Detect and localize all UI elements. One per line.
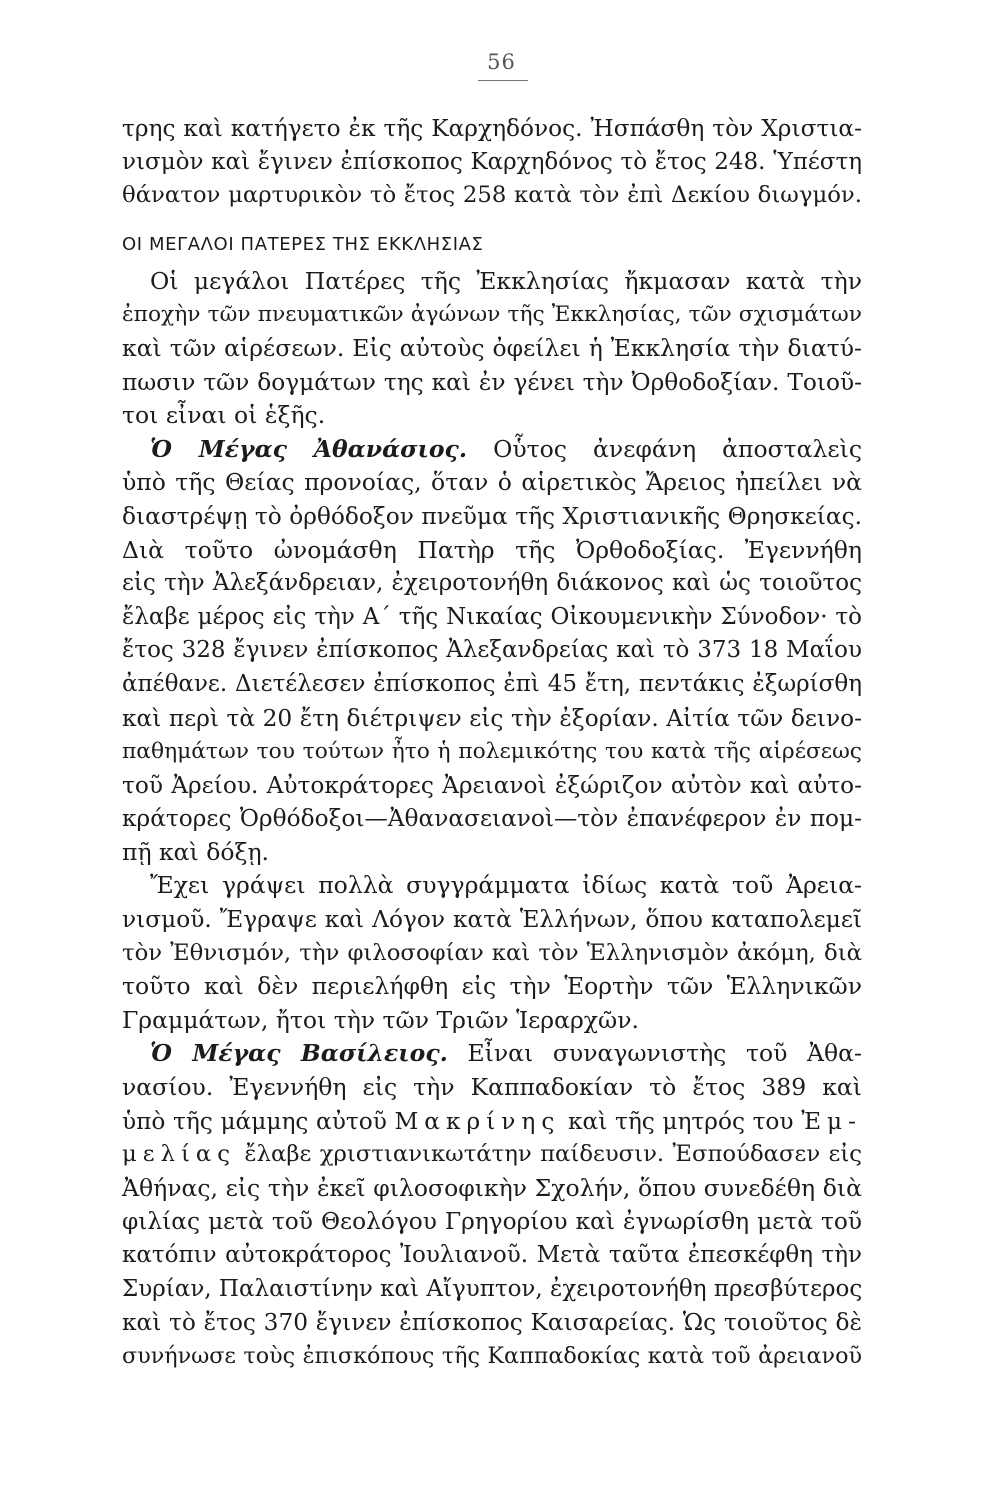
text-line: πῇ καὶ δόξῃ.	[122, 837, 270, 866]
text-line: Συρίαν, Παλαιστίνην καὶ Αἴγυπτον, ἐχειροτονήθη πρεσβύτερος	[122, 1275, 863, 1302]
section-heading: ΟΙ ΜΕΓΑΛΟΙ ΠΑΤΕΡΕΣ ΤΗΣ ΕΚΚΛΗΣΙΑΣ	[122, 233, 484, 255]
text-segment: καὶ τῆς μητρός του	[568, 1107, 794, 1135]
spaced-name: Ἐμ-	[801, 1107, 862, 1135]
text-line: νισμοῦ. Ἔγραψε καὶ Λόγον κατὰ Ἑλλήνων, ὅπου καταπολεμεῖ	[122, 906, 862, 934]
text-line: τοῦ Ἀρείου. Αὐτοκράτορες Ἀρειανοὶ ἐξώριζον αὐτὸν καὶ αὐτο-	[122, 771, 862, 799]
spaced-name: μελίας	[122, 1141, 237, 1168]
text-line: διαστρέψῃ τὸ ὀρθόδοξον πνεῦμα τῆς Χριστιανικῆς Θρησκείας.	[122, 502, 862, 530]
text-segment: ἔλαβε χριστιανικωτάτην παίδευσιν. Ἐσπούδασεν εἰς	[244, 1141, 862, 1168]
text-line: κράτορες Ὀρθόδοξοι—Ἀθανασειανοὶ—τὸν ἐπανέφερον ἐν πομ-	[122, 805, 862, 833]
text-line: εἰς τὴν Ἀλεξάνδρειαν, ἐχειροτονήθη διάκονος καὶ ὡς τοιοῦτος	[122, 570, 862, 597]
text-segment: ὑπὸ τῆς μάμμης αὐτοῦ	[122, 1107, 387, 1135]
basil-name: Ὁ Μέγας Βασίλειος.	[150, 1039, 448, 1068]
text-line: τὸν Ἐθνισμόν, τὴν φιλοσοφίαν καὶ τὸν Ἑλληνισμὸν ἀκόμη, διὰ	[122, 939, 862, 966]
text-segment: Οὗτος ἀνεφάνη ἀποσταλεὶς	[493, 434, 862, 463]
text-line: νισμὸν καὶ ἔγινεν ἐπίσκοπος Καρχηδόνος τὸ ἔτος 248. Ὑπέστη	[122, 148, 862, 175]
text-line: καὶ τῶν αἱρέσεων. Εἰς αὐτοὺς ὀφείλει ἡ Ἐκκλησία τὴν διατύ-	[122, 333, 862, 362]
spaced-name: Μακρίνης	[394, 1107, 561, 1135]
text-line: τοι εἶναι οἱ ἑξῆς.	[122, 401, 326, 430]
text-line: καὶ περὶ τὰ 20 ἔτη διέτριψεν εἰς τὴν ἐξορίαν. Αἰτία τῶν δεινο-	[122, 704, 862, 732]
text-line: τοῦτο καὶ δὲν περιελήφθη εἰς τὴν Ἑορτὴν τῶν Ἑλληνικῶν	[122, 972, 862, 1001]
text-line	[122, 1105, 862, 1139]
text-line	[122, 1138, 862, 1172]
page-number: 56	[487, 50, 516, 74]
athanasius-heading-line	[122, 433, 862, 467]
text-line: ὑπὸ τῆς Θείας προνοίας, ὅταν ὁ αἱρετικὸς Ἄρειος ἠπείλει νὰ	[122, 468, 862, 497]
text-line: Γραμμάτων, ἤτοι τὴν τῶν Τριῶν Ἱεραρχῶν.	[122, 1005, 639, 1034]
page-number-rule	[478, 80, 528, 81]
text-segment: Εἶναι συναγωνιστὴς τοῦ Ἀθα-	[467, 1039, 862, 1068]
text-line: ἔλαβε μέρος εἰς τὴν Α΄ τῆς Νικαίας Οἰκουμενικὴν Σύνοδον· τὸ	[122, 603, 862, 630]
text-line: θάνατον μαρτυρικὸν τὸ ἔτος 258 κατὰ τὸν ἐπὶ Δεκίου διωγμόν.	[122, 182, 862, 209]
text-line: ἐποχὴν τῶν πνευματικῶν ἀγώνων τῆς Ἐκκλησίας, τῶν σχισμάτων	[122, 302, 862, 328]
text-line: ἀπέθανε. Διετέλεσεν ἐπίσκοπος ἐπὶ 45 ἔτη, πεντάκις ἐξωρίσθη	[122, 670, 862, 697]
text-line: Ἀθήνας, εἰς τὴν ἐκεῖ φιλοσοφικὴν Σχολήν, ὅπου συνεδέθη διὰ	[122, 1173, 862, 1202]
athanasius-name: Ὁ Μέγας Ἀθανάσιος.	[150, 434, 468, 463]
text-line: φιλίας μετὰ τοῦ Θεολόγου Γρηγορίου καὶ ἐγνωρίσθη μετὰ τοῦ	[122, 1208, 862, 1236]
text-line: τρης καὶ κατήγετο ἐκ τῆς Καρχηδόνος. Ἠσπάσθη τὸν Χριστια-	[122, 115, 862, 142]
text-line: Διὰ τοῦτο ὠνομάσθη Πατὴρ τῆς Ὀρθοδοξίας. Ἐγεννήθη	[122, 535, 862, 564]
body-text	[122, 112, 862, 1373]
text-line: καὶ τὸ ἔτος 370 ἔγινεν ἐπίσκοπος Καισαρείας. Ὡς τοιοῦτος δὲ	[122, 1309, 862, 1337]
text-line: κατόπιν αὐτοκράτορος Ἰουλιανοῦ. Μετὰ ταῦτα ἐπεσκέφθη τὴν	[122, 1242, 862, 1268]
text-line: Ἔχει γράψει πολλὰ συγγράμματα ἰδίως κατὰ τοῦ Ἀρεια-	[150, 871, 862, 900]
text-line: πωσιν τῶν δογμάτων της καὶ ἐν γένει τὴν Ὀρθοδοξίαν. Τοιοῦ-	[122, 368, 862, 396]
text-line: παθημάτων του τούτων ἦτο ἡ πολεμικότης του κατὰ τῆς αἱρέσεως	[122, 739, 862, 765]
text-line: ἔτος 328 ἔγινεν ἐπίσκοπος Ἀλεξανδρείας καὶ τὸ 373 18 Μαΐου	[122, 637, 862, 664]
basil-heading-line	[122, 1037, 862, 1071]
text-line: Οἱ μεγάλοι Πατέρες τῆς Ἐκκλησίας ἤκμασαν κατὰ τὴν	[150, 266, 862, 295]
text-line: νασίου. Ἐγεννήθη εἰς τὴν Καππαδοκίαν τὸ ἔτος 389 καὶ	[122, 1073, 862, 1102]
text-line: συνήνωσε τοὺς ἐπισκόπους τῆς Καππαδοκίας κατὰ τοῦ ἀρειανοῦ	[122, 1342, 862, 1369]
